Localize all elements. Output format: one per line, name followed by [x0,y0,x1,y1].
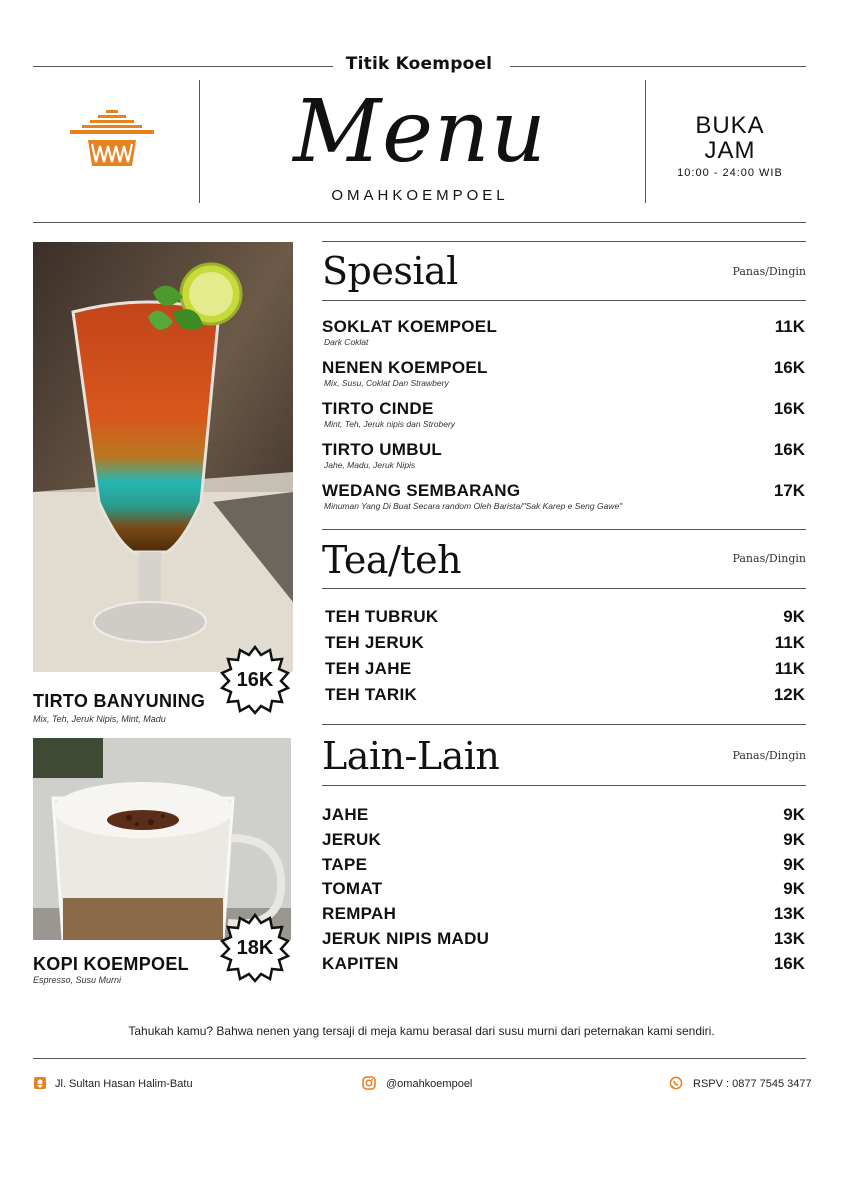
menu-item [322,440,805,470]
opening-label [660,113,800,163]
menu-item [322,954,805,976]
section-title-spesial: Spesial [322,249,458,293]
spesial-bottom-rule [322,300,806,301]
item-name: TEH JERUK [325,633,425,652]
menu-item [322,358,805,388]
item-name: TOMAT [322,879,383,898]
header-divider-left [199,80,200,203]
header-rule-right [510,66,806,67]
item-desc: Minuman Yang Di Buat Secara random Oleh Barista/"Sak Karep e Seng Gawe" [324,501,623,511]
menu-item [322,685,805,707]
item-name: TAPE [322,855,368,874]
kopi-koempoel-price: 18K [236,937,274,959]
menu-item [322,659,805,681]
tirto-banyuning-price-badge [220,645,290,715]
item-name: JERUK [322,830,382,849]
item-desc: Dark Coklat [324,337,369,347]
item-price: 16K [773,399,805,418]
menu-item [322,317,805,347]
tirto-banyuning-name: TIRTO BANYUNING [33,691,206,711]
item-name: NENEN KOEMPOEL [322,358,488,377]
header-rule-left [33,66,333,67]
item-name: TEH TARIK [325,685,418,704]
menu-title: Menu [293,82,547,182]
section-title-lain-lain: Lain-Lain [322,734,500,778]
menu-subtitle: OMAHKOEMPOEL [331,187,509,204]
fun-fact: Tahukah kamu? Bahwa nenen yang tersaji di meja kamu berasal dari susu murni dari peternakan kami sendiri. [128,1024,715,1038]
item-price: 16K [773,954,805,973]
item-price: 16K [773,358,805,377]
item-price: 16K [773,440,805,459]
item-price: 11K [774,659,805,678]
lain-top-rule [322,724,806,725]
item-desc: Mint, Teh, Jeruk nipis dan Strobery [324,419,456,429]
item-price: 9K [783,805,805,824]
header-bottom-rule [33,222,806,223]
item-name: JERUK NIPIS MADU [322,929,490,948]
opening-label-line2: JAM [704,137,756,164]
footer-rule [33,1058,806,1059]
menu-item [322,805,805,827]
item-name: WEDANG SEMBARANG [322,481,521,500]
tirto-banyuning-price: 16K [236,669,274,691]
lain-note: Panas/Dingin [732,749,806,762]
menu-item [322,879,805,901]
menu-item [322,904,805,926]
footer-rsvp[interactable]: RSPV : 0877 7545 3477 [693,1078,812,1090]
tea-note: Panas/Dingin [732,552,806,565]
item-name: TIRTO CINDE [322,399,434,418]
item-price: 9K [783,830,805,849]
tea-top-rule [322,529,806,530]
instagram-icon[interactable] [362,1076,376,1090]
lain-bottom-rule [322,785,806,786]
item-price: 13K [773,904,805,923]
tirto-banyuning-photo [33,242,293,672]
item-name: KAPITEN [322,954,399,973]
item-name: TEH TUBRUK [325,607,439,626]
item-price: 9K [783,607,805,626]
header-divider-right [645,80,646,203]
item-name: TEH JAHE [325,659,412,678]
item-price: 13K [773,929,805,948]
kopi-koempoel-desc: Espresso, Susu Murni [33,975,122,985]
location-icon [33,1076,47,1090]
tea-bottom-rule [322,588,806,589]
section-title-tea: Tea/teh [322,538,462,582]
item-desc: Jahe, Madu, Jeruk Nipis [324,460,416,470]
item-price: 12K [773,685,805,704]
item-desc: Mix, Susu, Coklat Dan Strawbery [324,378,449,388]
logo-icon [66,108,158,180]
item-name: SOKLAT KOEMPOEL [322,317,498,336]
item-price: 11K [774,633,805,652]
opening-hours: 10:00 - 24:00 WIB [677,167,783,179]
item-price: 11K [774,317,805,336]
spesial-top-rule [322,241,806,242]
menu-item [322,633,805,655]
menu-item [322,607,805,629]
kopi-koempoel-name: KOPI KOEMPOEL [33,954,189,974]
item-price: 9K [783,855,805,874]
menu-item [322,929,805,951]
menu-item [322,830,805,852]
item-price: 9K [783,879,805,898]
brand-name: Titik Koempoel [345,54,493,74]
kopi-koempoel-photo [33,738,291,940]
menu-item [322,481,805,511]
item-name: JAHE [322,805,369,824]
spesial-note: Panas/Dingin [732,265,806,278]
menu-item [322,855,805,877]
opening-label-line1: BUKA [695,112,765,139]
item-price: 17K [773,481,805,500]
footer-instagram[interactable]: @omahkoempoel [386,1078,473,1090]
footer-address: Jl. Sultan Hasan Halim-Batu [55,1078,193,1090]
item-name: TIRTO UMBUL [322,440,443,459]
whatsapp-icon[interactable] [669,1076,683,1090]
item-name: REMPAH [322,904,397,923]
tirto-banyuning-desc: Mix, Teh, Jeruk Nipis, Mint, Madu [33,714,166,724]
menu-item [322,399,805,429]
kopi-koempoel-price-badge [220,913,290,983]
